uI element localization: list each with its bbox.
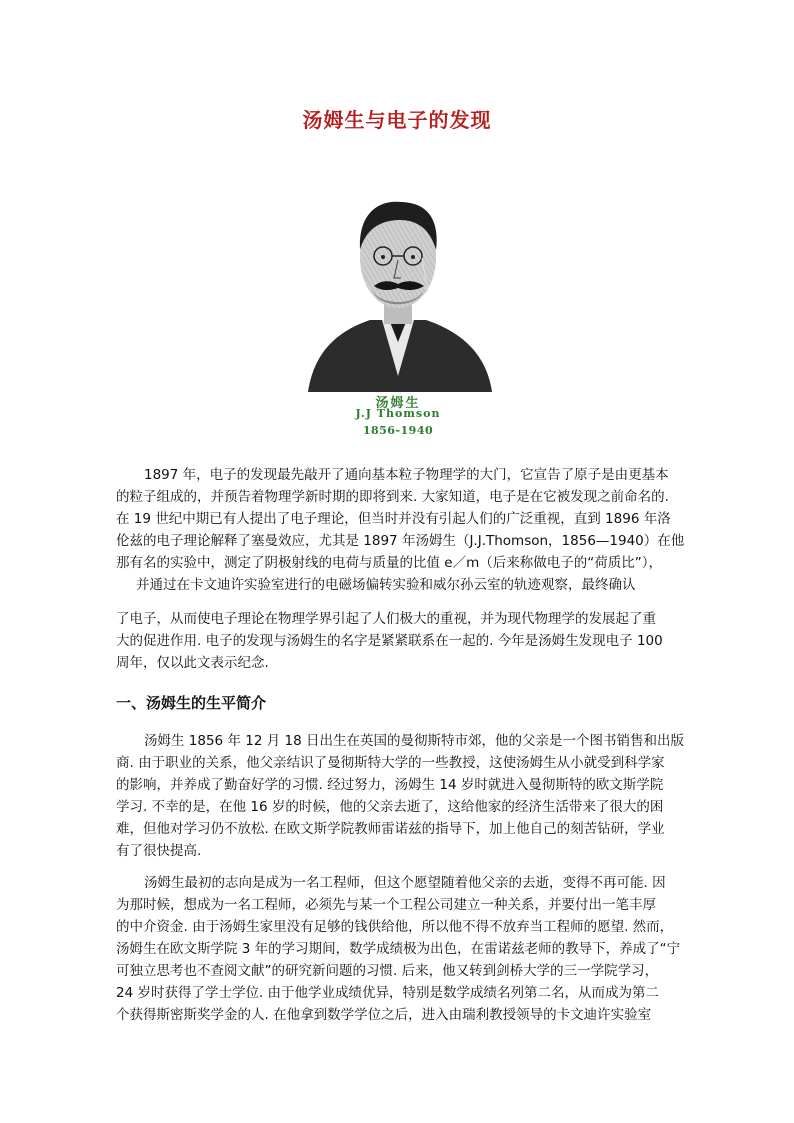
biography-paragraph-2 — [116, 872, 684, 1026]
biography-paragraph-1 — [116, 730, 684, 862]
text-line: 为那时候，想成为一名工程师，必须先与某一个工程公司建立一种关系，并要付出一笔丰厚 — [116, 897, 656, 913]
intro-paragraph-continued — [116, 608, 684, 674]
text-line: 汤姆生 1856 年 12 月 18 日出生在英国的曼彻斯特市郊，他的父亲是一个图书销售和出版 — [144, 733, 684, 749]
text-line: 并通过在卡文迪许实验室进行的电磁场偏转实验和威尔孙云室的轨迹观察，最终确认 — [136, 577, 636, 593]
text-line: 1897 年，电子的发现最先敲开了通向基本粒子物理学的大门，它宣告了原子是由更基本 — [144, 467, 669, 483]
text-line: 的中介资金. 由于汤姆生家里没有足够的钱供给他，所以他不得不放弃当工程师的愿望. 然而， — [116, 919, 674, 935]
page-title: 汤姆生与电子的发现 — [302, 108, 492, 132]
text-line: 大的促进作用. 电子的发现与汤姆生的名字是紧紧联系在一起的. 今年是汤姆生发现电子 100 — [116, 633, 663, 649]
text-line: 的影响，并养成了勤奋好学的习惯. 经过努力，汤姆生 14 岁时就进入曼彻斯特的欧文斯学院 — [116, 777, 664, 793]
text-line: 汤姆生在欧文斯学院 3 年的学习期间，数学成绩极为出色，在雷诺兹老师的教导下，养成了“宁 — [116, 941, 681, 957]
text-line: 汤姆生最初的志向是成为一名工程师，但这个愿望随着他父亲的去逝，变得不再可能. 因 — [144, 875, 666, 891]
text-line: 个获得斯密斯奖学金的人. 在他拿到数学学位之后，进入由瑞利教授领导的卡文迪许实验室 — [116, 1007, 652, 1023]
section-heading: 一、汤姆生的生平简介 — [116, 694, 267, 712]
text-line: 在 19 世纪中期已有人提出了电子理论，但当时并没有引起人们的广泛重视，直到 1896 年洛 — [116, 511, 671, 527]
intro-paragraph — [116, 464, 684, 596]
text-line: 那有名的实验中，测定了阴极射线的电荷与质量的比值 e／m（后来称做电子的“荷质比”）， — [116, 555, 662, 571]
text-line: 商. 由于职业的关系，他父亲结识了曼彻斯特大学的一些教授，这使汤姆生从小就受到科学家 — [116, 755, 665, 771]
text-line: 难，但他对学习仍不放松. 在欧文斯学院教师雷诺兹的指导下，加上他自己的刻苦钻研，学业 — [116, 821, 665, 837]
text-line: 学习. 不幸的是，在他 16 岁的时候，他的父亲去逝了，这给他家的经济生活带来了很大的困 — [116, 799, 664, 815]
text-line: 有了很快提高. — [116, 843, 202, 859]
text-line: 的粒子组成的，并预告着物理学新时期的即将到来. 大家知道，电子是在它被发现之前命名的. — [116, 489, 669, 505]
text-line: 24 岁时获得了学士学位. 由于他学业成绩优异，特别是数学成绩名列第二名，从而成为第二 — [116, 985, 660, 1001]
portrait-caption-years: 1856-1940 — [362, 424, 434, 437]
portrait-caption-english: J.J Thomson — [355, 407, 441, 420]
portrait-illustration — [300, 180, 496, 392]
text-line: 了电子，从而使电子理论在物理学界引起了人们极大的重视，并为现代物理学的发展起了重 — [116, 611, 656, 627]
text-line: 可独立思考也不查阅文献”的研究新问题的习惯. 后来，他又转到剑桥大学的三一学院学习， — [116, 963, 659, 979]
portrait-caption-name: 汤姆生 — [375, 396, 421, 411]
text-line: 周年，仅以此文表示纪念. — [116, 655, 269, 671]
text-line: 伦兹的电子理论解释了塞曼效应，尤其是 1897 年汤姆生（J.J.Thomson，1856—1940）在他 — [116, 533, 685, 549]
